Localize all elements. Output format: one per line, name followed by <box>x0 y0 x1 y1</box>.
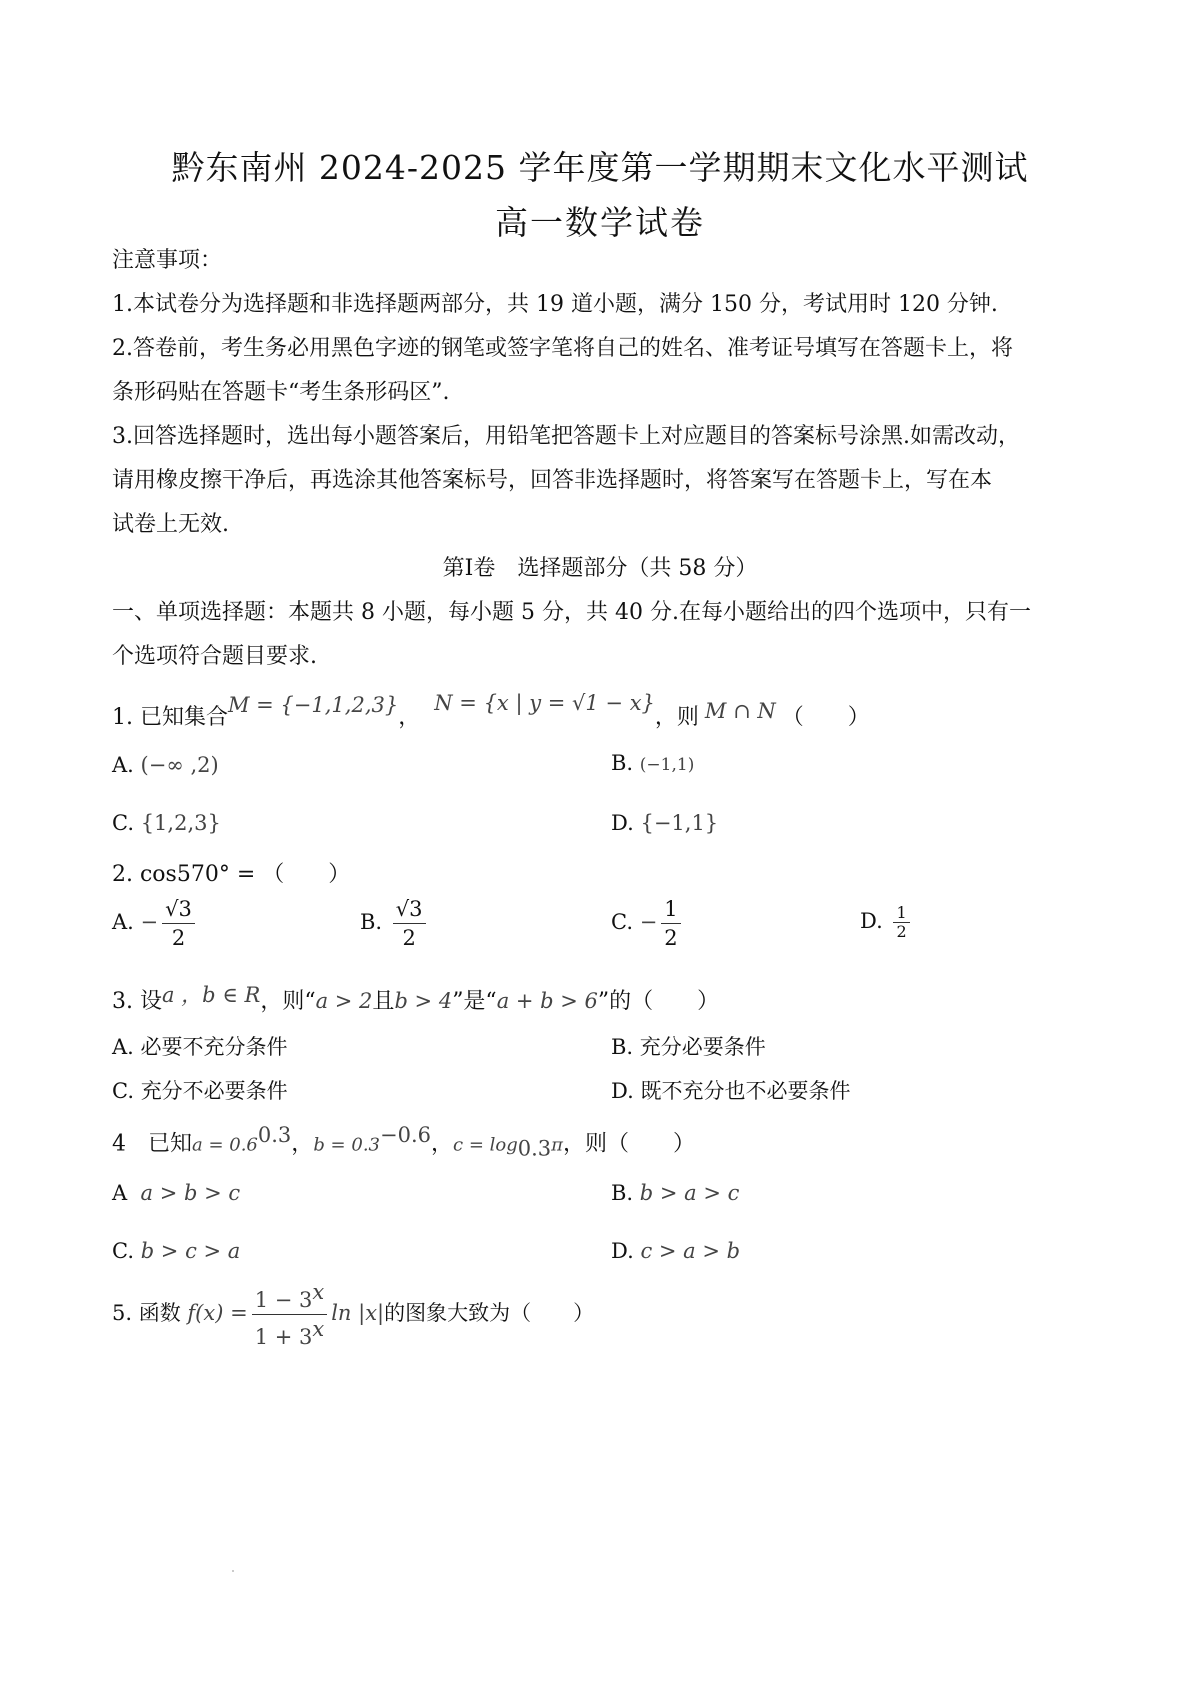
q5-fraction: $\frac{1 - 3^x}{1 + 3^x}$ <box>252 1278 328 1351</box>
note-item-3-line-3: 试卷上无效. <box>112 512 229 537</box>
q2-option-c: C. − $\frac{1}{2}$ <box>611 895 685 952</box>
note-item-2-line-2: 条形码贴在答题卡“考生条形码区”. <box>112 380 450 405</box>
q1-set-m: M = {−1,1,2,3} <box>227 693 399 717</box>
q1-option-a-value: (−∞ ,2) <box>140 753 219 777</box>
q4-option-c: C. b > c > a <box>112 1239 241 1263</box>
q2-option-b-fraction: $\frac{√3}{2}$ <box>393 895 426 952</box>
q4-option-a-value: a > b > c <box>140 1181 241 1205</box>
question-4-stem: 4 已知$a = 0.6^{0.3}$，$b = 0.3^{-0.6}$，$c = \log_{0.3}\pi$，则（ ） <box>112 1123 696 1161</box>
section-instructions-line-1: 一、单项选择题：本题共 8 小题，每小题 5 分，共 40 分.在每小题给出的四个选项中，只有一 <box>112 600 1031 625</box>
q5-ln: ln |x| <box>331 1301 385 1325</box>
q5-fx: f(x) = <box>187 1301 248 1325</box>
q1-option-b-value: (−1,1) <box>639 755 695 775</box>
q4-option-d: D. c > a > b <box>611 1239 741 1263</box>
q3-option-d-value: 既不充分也不必要条件 <box>640 1079 851 1103</box>
note-item-1: 1.本试卷分为选择题和非选择题两部分，共 19 道小题，满分 150 分，考试用时 120 分钟. <box>112 292 998 317</box>
q1-option-c: C. {1,2,3} <box>112 811 221 835</box>
q1-option-b: B. (−1,1) <box>611 751 695 775</box>
q3-option-b: B. 充分必要条件 <box>611 1035 766 1059</box>
q3-option-d: D. 既不充分也不必要条件 <box>611 1079 851 1103</box>
question-3-stem: 3. 设a ，b ∈ R，则“a > 2且b > 4”是“a + b > 6”的（ ） <box>112 983 720 1014</box>
question-1-stem <box>112 691 1112 733</box>
q2-option-a-fraction: $\frac{√3}{2}$ <box>162 895 195 952</box>
note-item-3-line-2: 请用橡皮擦干净后，再选涂其他答案标号，回答非选择题时，将答案写在答题卡上，写在本 <box>112 468 993 493</box>
q4-option-c-value: b > c > a <box>140 1239 241 1263</box>
q4-option-b: B. b > a > c <box>611 1181 740 1205</box>
q2-option-c-fraction: $\frac{1}{2}$ <box>661 895 680 952</box>
q2-option-a: A. − $\frac{√3}{2}$ <box>112 895 199 952</box>
notes-heading: 注意事项： <box>112 248 223 273</box>
q3-vars: a ，b ∈ R <box>161 983 261 1007</box>
q4-b-expr: b = 0.3 <box>313 1134 380 1156</box>
q1-option-c-value: {1,2,3} <box>140 811 221 835</box>
question-2-stem: 2. cos570° = （ ） <box>112 862 351 887</box>
q4-a-expr: a = 0.6 <box>192 1134 258 1156</box>
q4-option-a: A a > b > c <box>112 1181 241 1205</box>
question-5-stem: 5. 函数 f(x) = $\frac{1 - 3^x}{1 + 3^x}$ ln |x|的图象大致为（ ） <box>112 1280 595 1349</box>
q3-option-a: A. 必要不充分条件 <box>112 1035 288 1059</box>
section-instructions-line-2: 个选项符合题目要求. <box>112 644 317 669</box>
q2-option-d-fraction: $\frac{1}{2}$ <box>893 904 909 941</box>
q3-cond-3: a + b > 6 <box>496 989 598 1013</box>
q4-option-b-value: b > a > c <box>639 1181 740 1205</box>
q1-tail: ，则 <box>654 705 699 730</box>
q3-option-b-value: 充分必要条件 <box>639 1035 766 1059</box>
q1-option-d-value: {−1,1} <box>640 811 719 835</box>
scan-dot <box>232 1570 234 1572</box>
q2-option-d: D. $\frac{1}{2}$ <box>860 904 914 941</box>
q1-prefix: 1. 已知集合 <box>112 705 228 730</box>
q3-option-a-value: 必要不充分条件 <box>140 1035 288 1059</box>
q1-option-d: D. {−1,1} <box>611 811 719 835</box>
note-item-3-line-1: 3.回答选择题时，选出每小题答案后，用铅笔把答题卡上对应题目的答案标号涂黑.如需改动， <box>112 424 1020 449</box>
note-item-2-line-1: 2.答卷前，考生务必用黑色字迹的钢笔或签字笔将自己的姓名、准考证号填写在答题卡上，将 <box>112 336 1013 361</box>
q3-option-c: C. 充分不必要条件 <box>112 1079 288 1103</box>
q2-option-b: B. $\frac{√3}{2}$ <box>360 895 430 952</box>
q1-option-a: A. (−∞ ,2) <box>112 753 219 777</box>
q4-c-expr: c = log <box>453 1134 518 1156</box>
exam-title: 黔东南州 2024-2025 学年度第一学期期末文化水平测试 <box>171 148 1029 187</box>
q3-cond-2: b > 4 <box>394 989 453 1013</box>
exam-subtitle: 高一数学试卷 <box>495 203 705 242</box>
q4-option-d-value: c > a > b <box>640 1239 741 1263</box>
part-title: 第Ⅰ卷 选择题部分（共 58 分） <box>442 556 758 581</box>
q1-set-n: N = {x | y = √1 − x} <box>434 691 655 715</box>
q1-expr: M ∩ N <box>704 699 776 723</box>
q1-paren: （ ） <box>781 705 870 730</box>
q3-option-c-value: 充分不必要条件 <box>140 1079 288 1103</box>
q3-cond-1: a > 2 <box>315 989 373 1013</box>
q1-comma: ， <box>398 705 421 730</box>
